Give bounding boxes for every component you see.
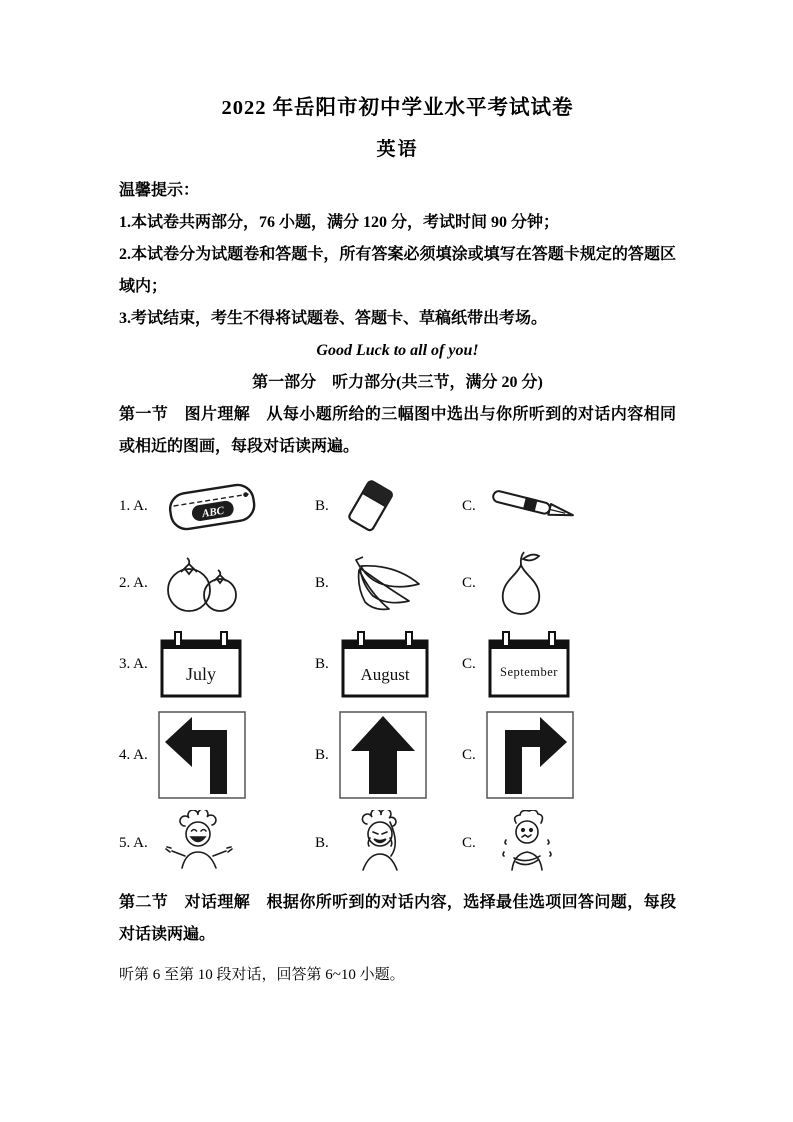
question-1-row (119, 474, 676, 538)
q5-option-a (119, 810, 315, 876)
eraser-icon (339, 476, 403, 536)
tomatoes-icon (158, 552, 246, 614)
q3-option-a (119, 628, 315, 700)
pencil-case-icon (158, 474, 266, 538)
pen-icon (486, 479, 582, 533)
crying-person-icon (339, 810, 421, 876)
q4-option-a-label: 4. A. (119, 746, 148, 763)
question-2-row (119, 549, 676, 617)
q2-option-a-label: 2. A. (119, 574, 148, 591)
q2-option-c-label: C. (462, 574, 476, 591)
q2-option-b-label: B. (315, 574, 329, 591)
q1-option-a (119, 474, 315, 538)
q4-option-b-label: B. (315, 746, 329, 763)
tip-line-3: 3.考试结束，考生不得将试题卷、答题卡、草稿纸带出考场。 (119, 310, 548, 327)
exam-title: 2022 年岳阳市初中学业水平考试试卷 (221, 97, 574, 119)
q4-option-c-label: C. (462, 746, 476, 763)
pencil-case-text: ABC (200, 504, 225, 521)
question-4-row (119, 711, 676, 799)
q2-option-a (119, 552, 315, 614)
section2-instructions: 第二节 对话理解 根据你所听到的对话内容，选择最佳选项回答问题，每段对话读两遍。 (119, 894, 676, 943)
calendar-august-icon (339, 628, 431, 700)
q1-option-b (315, 476, 462, 536)
q5-option-b-label: B. (315, 834, 329, 851)
q3-option-b-label: B. (315, 655, 329, 672)
q4-option-c (462, 711, 676, 799)
up-arrow-icon (339, 711, 427, 799)
tip-line-1: 1.本试卷共两部分，76 小题，满分 120 分，考试时间 90 分钟； (119, 214, 560, 231)
q4-option-a (119, 711, 315, 799)
q3-option-c-label: C. (462, 655, 476, 672)
tips-header: 温馨提示： (119, 182, 200, 199)
q5-option-c (462, 810, 676, 876)
section1-instructions: 第一节 图片理解 从每小题所给的三幅图中选出与你所听到的对话内容相同或相近的图画，每段对话读两遍。 (119, 406, 676, 455)
q5-option-a-label: 5. A. (119, 834, 148, 851)
bananas-icon (339, 554, 431, 612)
turn-right-arrow-icon (486, 711, 574, 799)
part1-title: 第一部分 听力部分(共三节，满分 20 分) (252, 374, 543, 391)
listen-note: 听第 6 至第 10 段对话，回答第 6~10 小题。 (119, 967, 405, 983)
calendar-july-label: July (185, 664, 216, 684)
q4-option-b (315, 711, 462, 799)
q3-option-a-label: 3. A. (119, 655, 148, 672)
pear-icon (486, 549, 556, 617)
good-luck-line: Good Luck to all of you! (316, 342, 479, 359)
calendar-july-icon (158, 628, 244, 700)
q3-option-b (315, 628, 462, 700)
calendar-september-label: September (499, 665, 558, 679)
calendar-august-label: August (360, 665, 410, 684)
q1-option-a-label: 1. A. (119, 497, 148, 514)
laughing-person-icon (158, 810, 240, 876)
question-3-row (119, 628, 676, 700)
q3-option-c (462, 628, 676, 700)
q5-option-b (315, 810, 462, 876)
q1-option-c-label: C. (462, 497, 476, 514)
question-5-row (119, 810, 676, 876)
q5-option-c-label: C. (462, 834, 476, 851)
page-content (119, 90, 676, 989)
calendar-september-icon (486, 628, 572, 700)
exam-subject: 英语 (376, 139, 419, 160)
tip-line-2: 2.本试卷分为试题卷和答题卡，所有答案必须填涂或填写在答题卡规定的答题区域内； (119, 246, 676, 295)
shivering-person-icon (486, 810, 568, 876)
q1-option-b-label: B. (315, 497, 329, 514)
turn-left-arrow-icon (158, 711, 246, 799)
q2-option-b (315, 554, 462, 612)
q2-option-c (462, 549, 676, 617)
q1-option-c (462, 479, 676, 533)
